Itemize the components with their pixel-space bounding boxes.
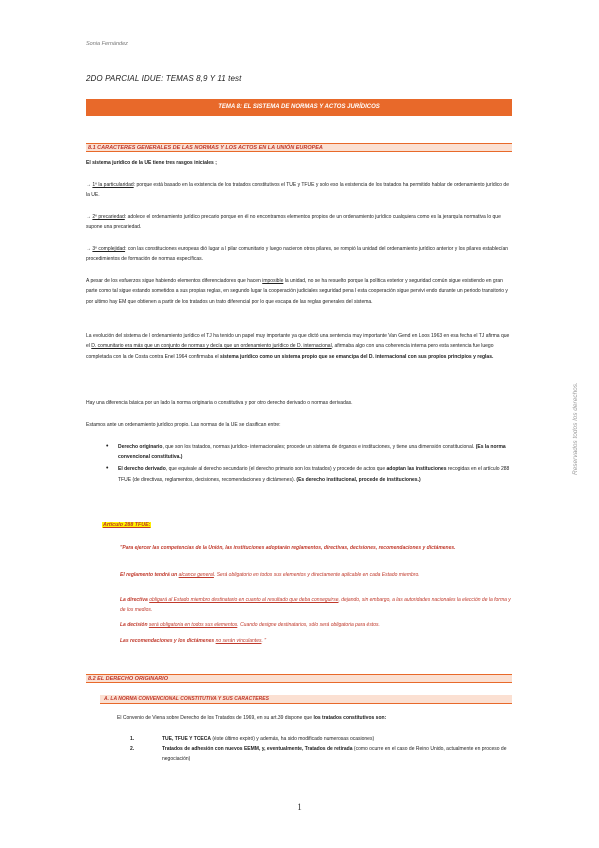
bullet1-bold: (Es la norma convencional constitutiva.) [118, 444, 506, 461]
item2-number: 2. [130, 746, 135, 753]
unidad-underlined: imposible [262, 278, 284, 284]
author-name: Sonia Fernández [86, 41, 128, 47]
bullet2-bold1: adoptan las instituciones [386, 466, 447, 473]
unidad-text-b: la unidad, no se ha resuelto porque la política exterior y seguridad común sigue existiendo en gran parte como tal sigue estando sometidos a sus propias reglas, en segundo lugar la cooperación judiciales seguridad pena l esta cooperación sigue pervivi endo durante un periodo transitorio y por ultimo hay EM que obtienen a partir de los tratados un trato diferencial por lo que escapa de las reglas generales del sistema. [86, 278, 508, 305]
evolucion-text-b: , afirmaba algo con una coherencia interna pero esta sentencia fue luego completada con la de Costa contra Enel 1964 confirmaba el [86, 343, 494, 360]
quote-3-underlined: obligará al Estado miembro destinatario en cuanto al resultado que deba conseguirse [149, 597, 339, 603]
list-item [106, 464, 512, 484]
list-item [106, 442, 512, 462]
bullet1-text: , que son los tratados, normas jurídico- internacionales; procede un sistema de órganos e instituciones, y tiene una dimensión constitucional. [162, 444, 476, 450]
quote-2-underlined: alcance general [178, 572, 214, 578]
precariedad-text: : adolece el ordenamiento jurídico precario porque en él no encontramos elementos propios de un ordenamiento jurídico cualquiera como es la jerarquía normativa lo que supone una precariedad. [86, 214, 501, 231]
precariedad-label: 2º precariedad [92, 214, 125, 220]
evolucion-bold: sistema jurídico como un sistema propio que se emancipa del D. internacional con sus propios principios y reglas. [219, 353, 494, 360]
page-number: 1 [297, 802, 302, 812]
quote-4-b: . Cuando designe destinatarios, sólo será obligatoria para éstos. [237, 622, 380, 628]
unidad-text-a: A pesar de los esfuerzos sigue habiendo elementos diferenciadores que hacen [86, 278, 263, 284]
quote-5-b: . " [261, 638, 267, 644]
item2-text: (como ocurre en el caso de Reino Unido, actualmente en proceso de negociación) [162, 746, 507, 763]
article-288-label: Artículo 288 TFUE: [103, 522, 151, 528]
bullet2-bold2: (Es derecho institucional, procede de instituciones.) [296, 476, 421, 483]
bullet2-label: El derecho derivado [118, 466, 166, 473]
treaties-list [130, 734, 512, 765]
classification-list [106, 442, 512, 487]
quote-3-a: La directiva [120, 597, 150, 603]
paragraph-complejidad: → 3º complejidad: con las constituciones europeas dió lugar a l pilar comunitario y luego nacieron otros pilares, se rompió la unidad del ordenamiento jurídico anterior y los pilares establecían procedimientos de formación de normas específicas. [86, 246, 509, 263]
quote-reglamento [120, 570, 512, 580]
quote-4-a: La decisión [120, 622, 149, 628]
quote-recomendaciones [120, 636, 512, 646]
quote-5-a: Las recomendaciones y los dictámenes [120, 638, 216, 644]
paragraph-unidad [86, 276, 512, 307]
item1-text: (éste último expiró) y además, ha sido modificado numerosas ocasiones) [211, 736, 375, 742]
bullet2-text2: recogidas en el artículo 288 TFUE (de directivas, reglamentos, decisiones, recomendaciones y dictámenes). [118, 466, 510, 483]
bullet2-text: , que equivale al derecho secundario (el derecho primario son los tratados) y procede de actos que [165, 466, 387, 473]
quote-4-underlined: será obligatoria en todos sus elementos [148, 622, 238, 628]
tema-heading-bar: TEMA 8: EL SISTEMA DE NORMAS Y ACTOS JURÍDICOS [86, 99, 512, 116]
item2-bold: Tratados de adhesión con nuevos EEMM, y, eventualmente, Tratados de retirada [162, 746, 353, 753]
particularidad-text: : porque está basado en la existencia de los tratados constitutivos el TUE y TFUE y solo eso la existencia de los tratados ha permitido hablar de ordenamiento jurídico de la UE. [86, 182, 509, 199]
complejidad-text: : con las constituciones europeas dió lugar a l pilar comunitario y luego nacieron otros pilares, se rompió la unidad del ordenamiento jurídico anterior y los pilares establecían procedimientos de formación de normas específicas. [86, 246, 509, 263]
item1-bold: TUE, TFUE Y TCECA [162, 736, 211, 742]
paragraph-clasificacion: Estamos ante un ordenamiento jurídico propio. Las normas de la UE se clasifican entre: [86, 422, 281, 428]
intro-paragraph [86, 158, 512, 168]
document-title: 2DO PARCIAL IDUE: TEMAS 8,9 Y 11 test [86, 74, 242, 83]
item1-number: 1. [130, 736, 135, 742]
viena-text: El Convenio de Viena sobre Derecho de los Tratados de 1969, en su art.39 dispone que [117, 715, 314, 721]
quote-2-a: El reglamento tendrá un [120, 572, 179, 578]
bullet1-label: Derecho originario [118, 444, 163, 450]
rights-reserved-note: Reservados todos los derechos. [572, 382, 579, 475]
intro-text: El sistema jurídico de la UE tiene tres rasgos iniciales ; [86, 160, 217, 166]
subsection-a-heading: A. LA NORMA CONVENCIONAL CONSTITUTIVA Y SUS CARACTERES [100, 695, 512, 704]
viena-bold: los tratados constitutivos son: [313, 715, 387, 721]
paragraph-diferencia: Hay una diferencia básica por un lado la norma originaria o constitutiva y por otro derecho derivado o normas derivadas. [86, 400, 353, 406]
list-item [130, 744, 512, 764]
paragraph-particularidad: → 1º la particularidad: porque está basado en la existencia de los tratados constitutivos el TUE y TFUE y solo eso la existencia de los tratados ha permitido hablar de ordenamiento jurídico de la UE. [86, 182, 509, 199]
list-item [130, 734, 512, 744]
quote-competencias [120, 543, 512, 553]
section-8-2-heading: 8.2 EL DERECHO ORIGINARIO [86, 674, 512, 683]
quote-3-b: , dejando, sin embargo, a las autoridades nacionales la elección de la forma y de los medios. [120, 597, 511, 614]
paragraph-precariedad: → 2º precariedad: adolece el ordenamiento jurídico precario porque en él no encontramos elementos propios de un ordenamiento jurídico cualquiera como es la jerarquía normativa lo que supone una precariedad. [86, 214, 501, 231]
quote-directiva [120, 595, 512, 615]
quote-2-b: . Será obligatorio en todos sus elementos y directamente aplicable en cada Estado miembro. [213, 572, 420, 578]
complejidad-label: 3º complejidad [92, 246, 126, 252]
particularidad-label: 1º la particularidad [92, 182, 134, 188]
evolucion-text-a: La evolución del sistema de l ordenamiento jurídico el TJ ha tenido un papel muy importante ya que dictó una sentencia muy importante Van Gend en Loos 1963 en esa fecha el TJ afirma que el [86, 333, 510, 350]
quote-decision [120, 620, 512, 630]
section-8-1-heading: 8.1 CARACTERES GENERALES DE LAS NORMAS Y LOS ACTOS EN LA UNIÓN EUROPEA [86, 143, 512, 152]
quote-5-underlined: no serán vinculantes [215, 638, 262, 644]
quote-1-text: "Para ejercer las competencias de la Unión, las instituciones adoptarán reglamentos, directivas, decisiones, recomendaciones y dictámenes. [120, 545, 456, 551]
paragraph-evolucion [86, 331, 512, 362]
evolucion-underlined: D. comunitario era más que un conjunto de normas y decía que un ordenamiento jurídico de D. internacional [91, 343, 332, 350]
paragraph-convenio-viena [117, 713, 512, 723]
